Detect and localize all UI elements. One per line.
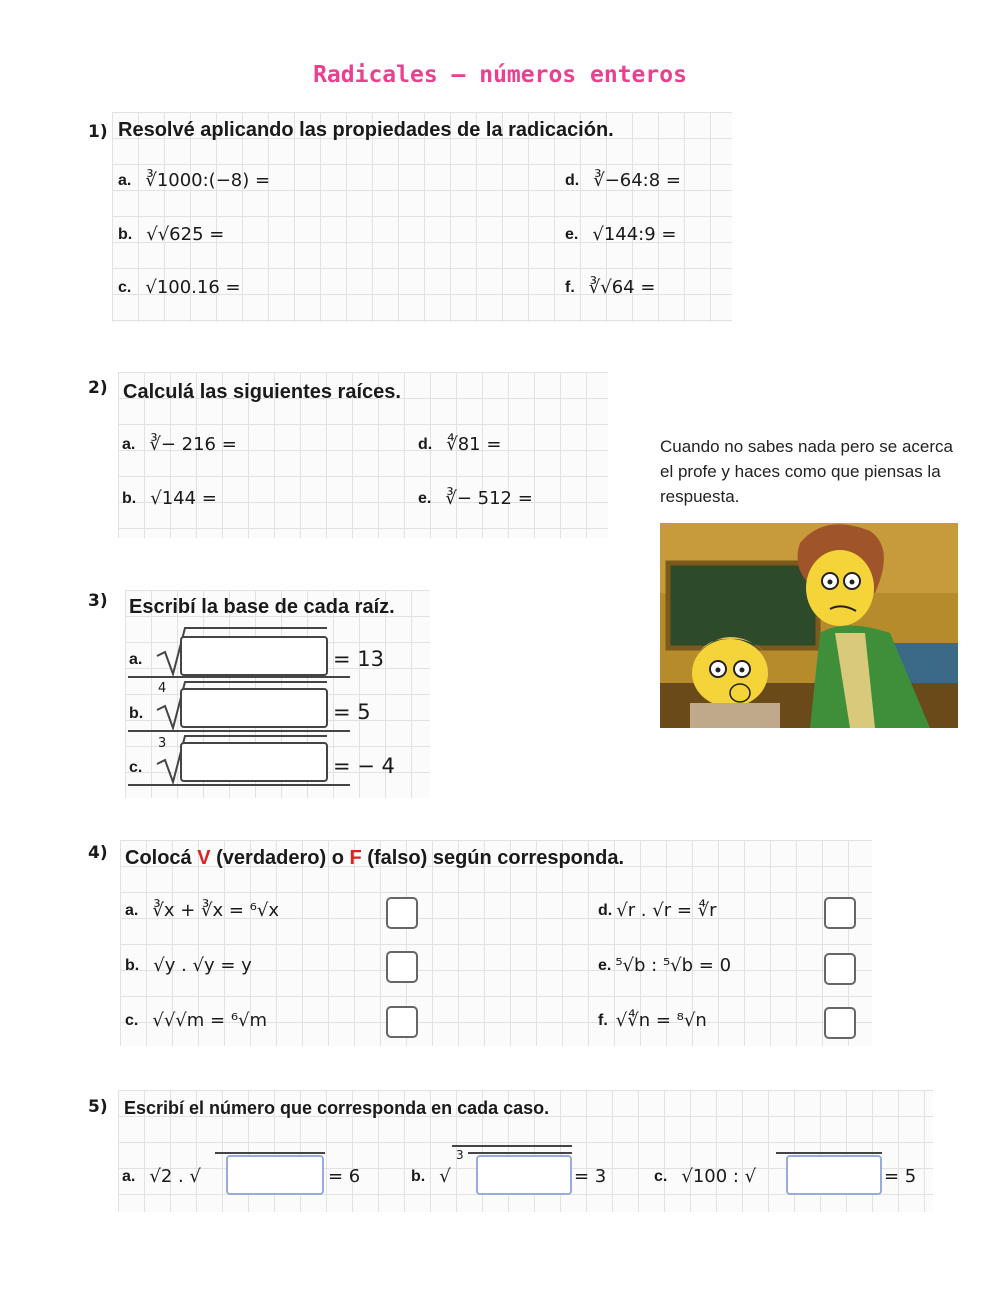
item-label: b. (118, 225, 133, 243)
q4-number: 4) (88, 843, 108, 863)
q2-item-a (122, 434, 237, 455)
radical-expression: ∛− 512 = (445, 488, 533, 509)
cartoon-classroom-illustration (660, 523, 958, 728)
radical-expression: √∜n = ⁸√n (615, 1010, 707, 1031)
result-text: = 5 (333, 700, 371, 724)
item-label: d. (598, 901, 613, 919)
item-label: b. (122, 489, 137, 507)
item-label: a. (125, 901, 139, 919)
q2-item-d (418, 434, 501, 455)
radical-expression: √2 . √ (149, 1166, 201, 1187)
q4-item-b (125, 955, 252, 976)
answer-checkbox-a[interactable] (386, 897, 418, 929)
q4-item-f (598, 1010, 707, 1031)
number-input-a[interactable] (226, 1155, 324, 1195)
underline (128, 784, 350, 786)
base-input-b[interactable] (180, 688, 328, 728)
q1-heading: Resolvé aplicando las propiedades de la radicación. (118, 119, 614, 141)
base-input-a[interactable] (180, 636, 328, 676)
radical-expression: ∛x + ∛x = ⁶√x (152, 900, 279, 921)
radical-expression: ∛− 216 = (149, 434, 237, 455)
radical-expression: √r . √r = ∜r (616, 900, 717, 921)
radical-expression: ⁵√b : ⁵√b = 0 (615, 955, 732, 976)
radical-expression: √y . √y = y (153, 955, 252, 976)
radical-bar (468, 1152, 572, 1154)
item-label: f. (565, 278, 575, 296)
radical-expression: √√√m = ⁶√m (152, 1010, 268, 1031)
base-input-c[interactable] (180, 742, 328, 782)
result-text: = 5 (884, 1166, 917, 1187)
q3-number: 3) (88, 591, 108, 611)
underline (128, 730, 350, 732)
answer-checkbox-b[interactable] (386, 951, 418, 983)
q2-item-e (418, 488, 533, 509)
false-letter: F (349, 847, 362, 869)
q4-heading (125, 847, 624, 870)
q4-item-e (598, 955, 731, 976)
radical-bar (776, 1152, 882, 1154)
q1-item-f (565, 277, 655, 298)
q4-item-a (125, 900, 279, 921)
item-label: c. (118, 278, 132, 296)
item-label: b. (129, 705, 144, 722)
item-label: a. (122, 435, 136, 453)
page-title: Radicales – números enteros (313, 62, 687, 88)
result-text: = − 4 (333, 754, 395, 778)
radical-bar (215, 1152, 325, 1154)
answer-checkbox-f[interactable] (824, 1007, 856, 1039)
number-input-b[interactable] (476, 1155, 572, 1195)
result-text: = 13 (333, 647, 384, 671)
radical-expression: √ (439, 1166, 451, 1187)
radical-index: 4 (158, 681, 167, 696)
radical-expression: √√625 = (146, 224, 225, 245)
heading-text: (falso) según corresponda. (361, 847, 624, 869)
answer-checkbox-e[interactable] (824, 953, 856, 985)
answer-checkbox-d[interactable] (824, 897, 856, 929)
q2-heading: Calculá las siguientes raíces. (123, 381, 401, 403)
result-text: = 3 (574, 1166, 607, 1187)
item-label: e. (598, 956, 612, 974)
heading-text: Colocá (125, 847, 198, 869)
radical-bar (452, 1145, 572, 1147)
underline (128, 676, 350, 678)
q5-number: 5) (88, 1097, 108, 1117)
number-input-c[interactable] (786, 1155, 882, 1195)
q2-item-b (122, 488, 217, 509)
radical-expression: ∛−64:8 = (593, 170, 681, 191)
radical-expression: √100.16 = (145, 277, 241, 298)
item-label: b. (411, 1167, 426, 1185)
item-label: e. (418, 489, 432, 507)
heading-text: (verdadero) o (210, 847, 350, 869)
q1-item-a (118, 170, 270, 191)
radical-index: 3 (158, 736, 167, 751)
q4-item-c (125, 1010, 267, 1031)
radical-expression: √144:9 = (592, 224, 677, 245)
item-label: d. (418, 435, 433, 453)
q5-heading: Escribí el número que corresponda en cada caso. (124, 1098, 550, 1118)
radical-expression: √144 = (150, 488, 217, 509)
item-label: e. (565, 225, 579, 243)
item-label: c. (125, 1011, 139, 1029)
result-text: = 6 (328, 1166, 361, 1187)
q3-heading: Escribí la base de cada raíz. (129, 596, 395, 618)
q5-item-b (411, 1166, 451, 1187)
true-letter: V (197, 847, 211, 869)
meme-caption: Cuando no sabes nada pero se acerca el profe y haces como que piensas la respuesta. (660, 437, 953, 506)
q1-item-b (118, 224, 224, 245)
q1-item-d (565, 170, 681, 191)
item-label: a. (118, 171, 132, 189)
q1-item-c (118, 277, 241, 298)
q4-item-d (598, 900, 717, 921)
answer-checkbox-c[interactable] (386, 1006, 418, 1038)
radical-expression: ∜81 = (446, 434, 502, 455)
item-label: a. (122, 1167, 136, 1185)
radical-expression: ∛1000:(−8) = (145, 170, 271, 191)
q5-item-c (654, 1166, 756, 1187)
item-label: f. (598, 1011, 608, 1029)
item-label: b. (125, 956, 140, 974)
q1-item-e (565, 224, 677, 245)
q2-number: 2) (88, 378, 108, 398)
meme-image (660, 523, 958, 728)
q1-number: 1) (88, 122, 108, 142)
radical-expression: ∛√64 = (588, 277, 656, 298)
radical-index: 3 (456, 1148, 464, 1162)
item-label: c. (129, 759, 143, 776)
radical-expression: √100 : √ (681, 1166, 757, 1187)
item-label: d. (565, 171, 580, 189)
item-label: a. (129, 651, 143, 668)
q5-item-a (122, 1166, 201, 1187)
item-label: c. (654, 1167, 668, 1185)
